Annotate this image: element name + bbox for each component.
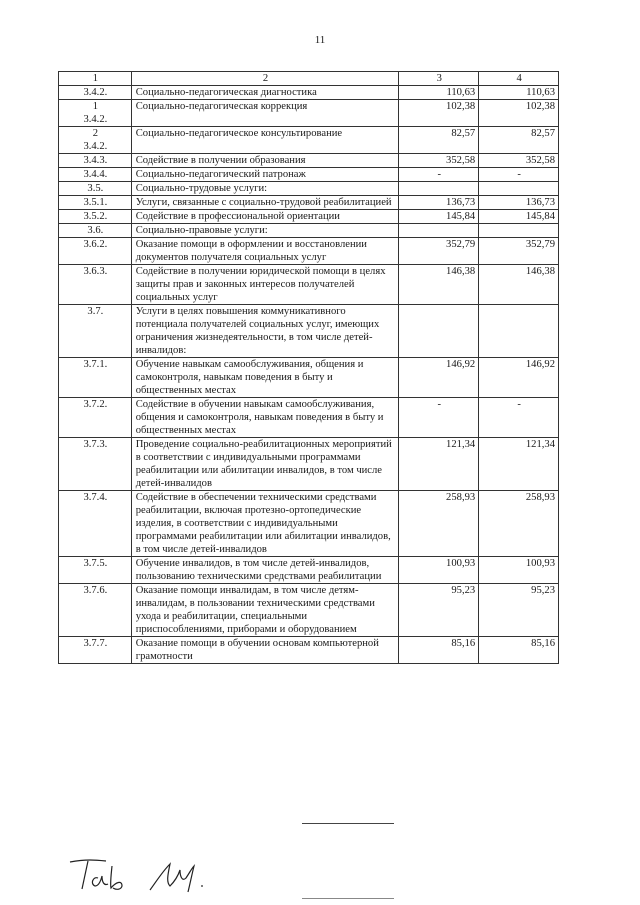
service-name: Услуги в целях повышения коммуникативного потенциала получателей социальных услуг, имеющих ограничения жизнедеятельности, в том числе детей-инвалидов:: [131, 305, 399, 358]
row-number: 3.5.: [59, 182, 132, 196]
tariff-value-col3: 258,93: [399, 491, 479, 557]
row-number: 3.7.6.: [59, 584, 132, 637]
tariff-value-col4: -: [479, 168, 559, 182]
row-number: 3.7.: [59, 305, 132, 358]
row-number: 3.7.2.: [59, 398, 132, 438]
tariff-value-col3: -: [399, 398, 479, 438]
tariff-value-col4: 121,34: [479, 438, 559, 491]
tariff-value-col3: 352,79: [399, 238, 479, 265]
row-number: 1 3.4.2.: [59, 100, 132, 127]
table-row: [59, 154, 559, 168]
tariff-value-col4: 136,73: [479, 196, 559, 210]
service-name: Социально-трудовые услуги:: [131, 182, 399, 196]
table-row: [59, 210, 559, 224]
page-number: 11: [314, 34, 326, 46]
header-col-2: 2: [131, 72, 399, 86]
tariff-value-col4: 352,79: [479, 238, 559, 265]
service-name: Социально-педагогическая коррекция: [131, 100, 399, 127]
row-number: 3.6.: [59, 224, 132, 238]
row-number: 2 3.4.2.: [59, 127, 132, 154]
row-number: 3.4.4.: [59, 168, 132, 182]
tariff-value-col3: [399, 224, 479, 238]
row-number: 3.7.5.: [59, 557, 132, 584]
tariff-table: [58, 71, 559, 664]
tariff-value-col3: 352,58: [399, 154, 479, 168]
table-row: [59, 637, 559, 664]
tariff-value-col4: 146,92: [479, 358, 559, 398]
row-number: 3.5.1.: [59, 196, 132, 210]
table-row: [59, 196, 559, 210]
service-name: Содействие в профессиональной ориентации: [131, 210, 399, 224]
table-row: [59, 398, 559, 438]
service-name: Проведение социально-реабилитационных мероприятий в соответствии с индивидуальными программами реабилитации или абилитации инвалидов, в том числе детей-инвалидов: [131, 438, 399, 491]
table-row: [59, 127, 559, 154]
service-name: Социально-педагогическая диагностика: [131, 86, 399, 100]
row-number: 3.7.3.: [59, 438, 132, 491]
table-row: [59, 358, 559, 398]
tariff-value-col4: 102,38: [479, 100, 559, 127]
tariff-value-col4: 145,84: [479, 210, 559, 224]
service-name: Оказание помощи инвалидам, в том числе детям-инвалидам, в пользовании техническими средствами ухода и реабилитации, специальными приспособлениями, приборами и оборудованием: [131, 584, 399, 637]
table-row: [59, 265, 559, 305]
tariff-value-col4: 146,38: [479, 265, 559, 305]
table-row: [59, 491, 559, 557]
service-name: Обучение инвалидов, в том числе детей-инвалидов, пользованию техническими средствами реабилитации: [131, 557, 399, 584]
table-row: [59, 224, 559, 238]
tariff-value-col3: 102,38: [399, 100, 479, 127]
row-number: 3.4.3.: [59, 154, 132, 168]
tariff-value-col3: 82,57: [399, 127, 479, 154]
table-row: [59, 168, 559, 182]
service-name: Социально-педагогический патронаж: [131, 168, 399, 182]
service-name: Социально-педагогическое консультирование: [131, 127, 399, 154]
footer-divider: [302, 823, 394, 824]
header-col-1: 1: [59, 72, 132, 86]
tariff-value-col3: -: [399, 168, 479, 182]
row-number: 3.4.2.: [59, 86, 132, 100]
tariff-value-col3: 95,23: [399, 584, 479, 637]
tariff-value-col4: -: [479, 398, 559, 438]
table-row: [59, 438, 559, 491]
tariff-value-col4: 82,57: [479, 127, 559, 154]
service-name: Услуги, связанные с социально-трудовой реабилитацией: [131, 196, 399, 210]
bottom-scan-mark: [302, 898, 394, 899]
tariff-value-col4: 100,93: [479, 557, 559, 584]
service-name: Содействие в обеспечении техническими средствами реабилитации, включая протезно-ортопедические изделия, в соответствии с индивидуальными программами реабилитации или абилитации инвалидов, в том числе детей-инвалидов: [131, 491, 399, 557]
row-number: 3.6.3.: [59, 265, 132, 305]
tariff-value-col3: 136,73: [399, 196, 479, 210]
service-name: Содействие в получении образования: [131, 154, 399, 168]
service-name: Оказание помощи в оформлении и восстановлении документов получателя социальных услуг: [131, 238, 399, 265]
tariff-value-col4: [479, 305, 559, 358]
tariff-value-col3: 85,16: [399, 637, 479, 664]
table-row: [59, 557, 559, 584]
row-number: 3.7.7.: [59, 637, 132, 664]
table-row: [59, 100, 559, 127]
tariff-value-col4: [479, 224, 559, 238]
service-name: Оказание помощи в обучении основам компьютерной грамотности: [131, 637, 399, 664]
tariff-value-col4: 95,23: [479, 584, 559, 637]
row-number: 3.6.2.: [59, 238, 132, 265]
service-name: Обучение навыкам самообслуживания, общения и самоконтроля, навыкам поведения в быту и общественных местах: [131, 358, 399, 398]
table-row: [59, 86, 559, 100]
header-col-4: 4: [479, 72, 559, 86]
header-col-3: 3: [399, 72, 479, 86]
table-row: [59, 238, 559, 265]
row-number: 3.5.2.: [59, 210, 132, 224]
tariff-value-col4: 110,63: [479, 86, 559, 100]
tariff-value-col3: 146,92: [399, 358, 479, 398]
table-row: [59, 584, 559, 637]
tariff-value-col3: 121,34: [399, 438, 479, 491]
tariff-value-col3: [399, 182, 479, 196]
table-row: [59, 182, 559, 196]
tariff-value-col3: 146,38: [399, 265, 479, 305]
table-row: [59, 305, 559, 358]
tariff-value-col4: 85,16: [479, 637, 559, 664]
tariff-value-col3: 100,93: [399, 557, 479, 584]
tariff-value-col3: 110,63: [399, 86, 479, 100]
service-name: Социально-правовые услуги:: [131, 224, 399, 238]
table-header-row: [59, 72, 559, 86]
service-name: Содействие в обучении навыкам самообслуживания, общения и самоконтроля, навыкам поведения в быту и общественных местах: [131, 398, 399, 438]
handwritten-signature-icon: [66, 856, 226, 896]
row-number: 3.7.4.: [59, 491, 132, 557]
tariff-value-col3: [399, 305, 479, 358]
tariff-value-col4: [479, 182, 559, 196]
tariff-value-col3: 145,84: [399, 210, 479, 224]
row-number: 3.7.1.: [59, 358, 132, 398]
service-name: Содействие в получении юридической помощи в целях защиты прав и законных интересов получателей социальных услуг: [131, 265, 399, 305]
tariff-value-col4: 258,93: [479, 491, 559, 557]
tariff-value-col4: 352,58: [479, 154, 559, 168]
